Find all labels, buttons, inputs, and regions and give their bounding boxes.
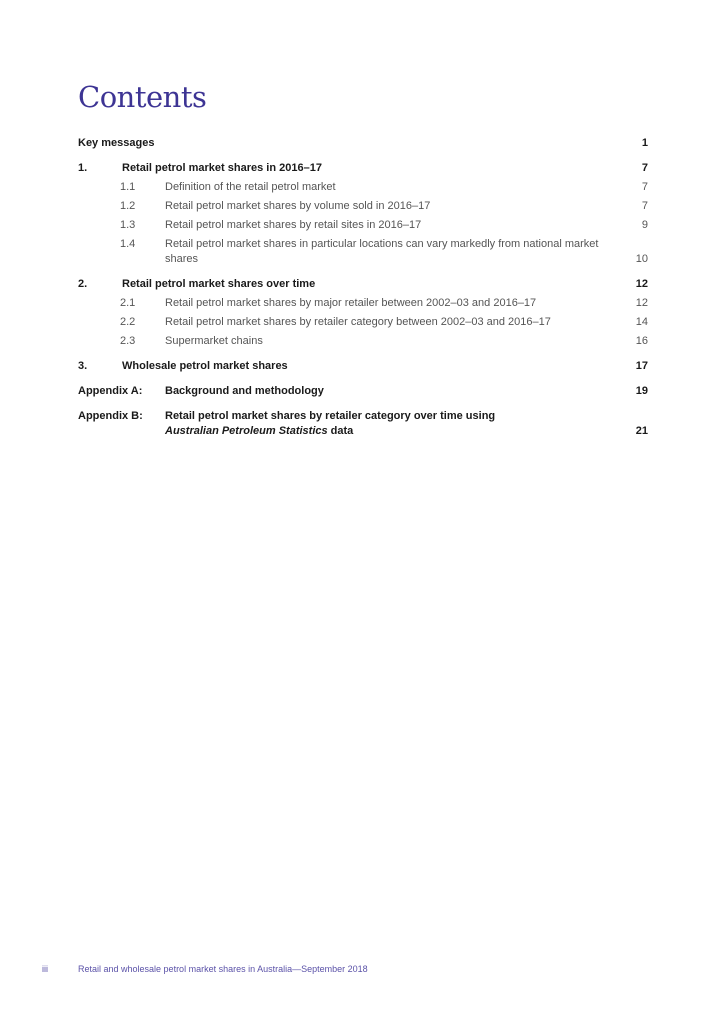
page-title: Contents: [78, 80, 207, 114]
footer-text: Retail and wholesale petrol market shares in Australia—September 2018: [78, 964, 368, 974]
toc-number: 2.: [78, 278, 88, 290]
page-footer: [42, 964, 368, 974]
toc-page-number: 21: [635, 425, 648, 437]
toc-label: Retail petrol market shares in 2016–17: [122, 162, 322, 174]
toc-label: Background and methodology: [165, 385, 324, 397]
toc-label: Wholesale petrol market shares: [122, 360, 288, 372]
toc-label: Definition of the retail petrol market: [165, 181, 336, 193]
toc-label: Supermarket chains: [165, 335, 263, 347]
toc-label: [78, 409, 648, 439]
footer-page-number: iii: [42, 964, 48, 974]
toc-page-number: 7: [641, 162, 648, 174]
toc-number: Appendix B:: [78, 410, 143, 422]
toc-label: Retail petrol market shares by major retailer between 2002–03 and 2016–17: [165, 297, 537, 309]
toc-page-number: 14: [635, 316, 648, 328]
toc-entry-section-1-4[interactable]: [78, 237, 648, 267]
toc-number: 1.3: [120, 219, 136, 231]
toc-entry-section-1-1[interactable]: [78, 180, 648, 195]
toc-entry-section-2-1[interactable]: [78, 296, 648, 311]
toc-entry-key-messages[interactable]: [78, 136, 648, 151]
table-of-contents: [78, 136, 648, 439]
toc-number: 1.1: [120, 181, 136, 193]
toc-page-number: 12: [635, 297, 648, 309]
toc-number: 2.3: [120, 335, 136, 347]
toc-number: 1.: [78, 162, 88, 174]
toc-entry-section-1[interactable]: [78, 161, 648, 176]
toc-label: Key messages: [78, 137, 155, 149]
toc-label: Retail petrol market shares by retail sites in 2016–17: [165, 219, 422, 231]
toc-number: 2.1: [120, 297, 136, 309]
toc-label-tail: data: [327, 425, 354, 437]
toc-page-number: 10: [635, 253, 648, 265]
toc-page-number: 1: [641, 137, 648, 149]
toc-entry-section-2-2[interactable]: [78, 315, 648, 330]
toc-number: 1.2: [120, 200, 136, 212]
toc-entry-section-2[interactable]: [78, 277, 648, 292]
toc-page-number: 9: [641, 219, 648, 231]
toc-number: 2.2: [120, 316, 136, 328]
toc-label: Retail petrol market shares in particular locations can vary markedly from national market shares: [165, 238, 599, 265]
toc-entry-section-1-3[interactable]: [78, 218, 648, 233]
toc-page-number: 12: [635, 278, 648, 290]
toc-label-line1: Retail petrol market shares by retailer category over time using: [165, 410, 496, 422]
toc-label: Retail petrol market shares over time: [122, 278, 316, 290]
toc-label: Retail petrol market shares by volume sold in 2016–17: [165, 200, 431, 212]
toc-page-number: 7: [641, 181, 648, 193]
toc-page-number: 17: [635, 360, 648, 372]
toc-entry-section-3[interactable]: [78, 359, 648, 374]
toc-number: 1.4: [120, 238, 136, 250]
toc-page-number: 19: [635, 385, 648, 397]
toc-number: 3.: [78, 360, 88, 372]
toc-entry-appendix-b[interactable]: [78, 409, 648, 439]
toc-entry-section-1-2[interactable]: [78, 199, 648, 214]
toc-page-number: 16: [635, 335, 648, 347]
toc-page-number: 7: [641, 200, 648, 212]
toc-entry-appendix-a[interactable]: [78, 384, 648, 399]
toc-label: Retail petrol market shares by retailer category between 2002–03 and 2016–17: [165, 316, 551, 328]
toc-label-italic: Australian Petroleum Statistics: [165, 425, 328, 437]
toc-entry-section-2-3[interactable]: [78, 334, 648, 349]
toc-number: Appendix A:: [78, 385, 143, 397]
